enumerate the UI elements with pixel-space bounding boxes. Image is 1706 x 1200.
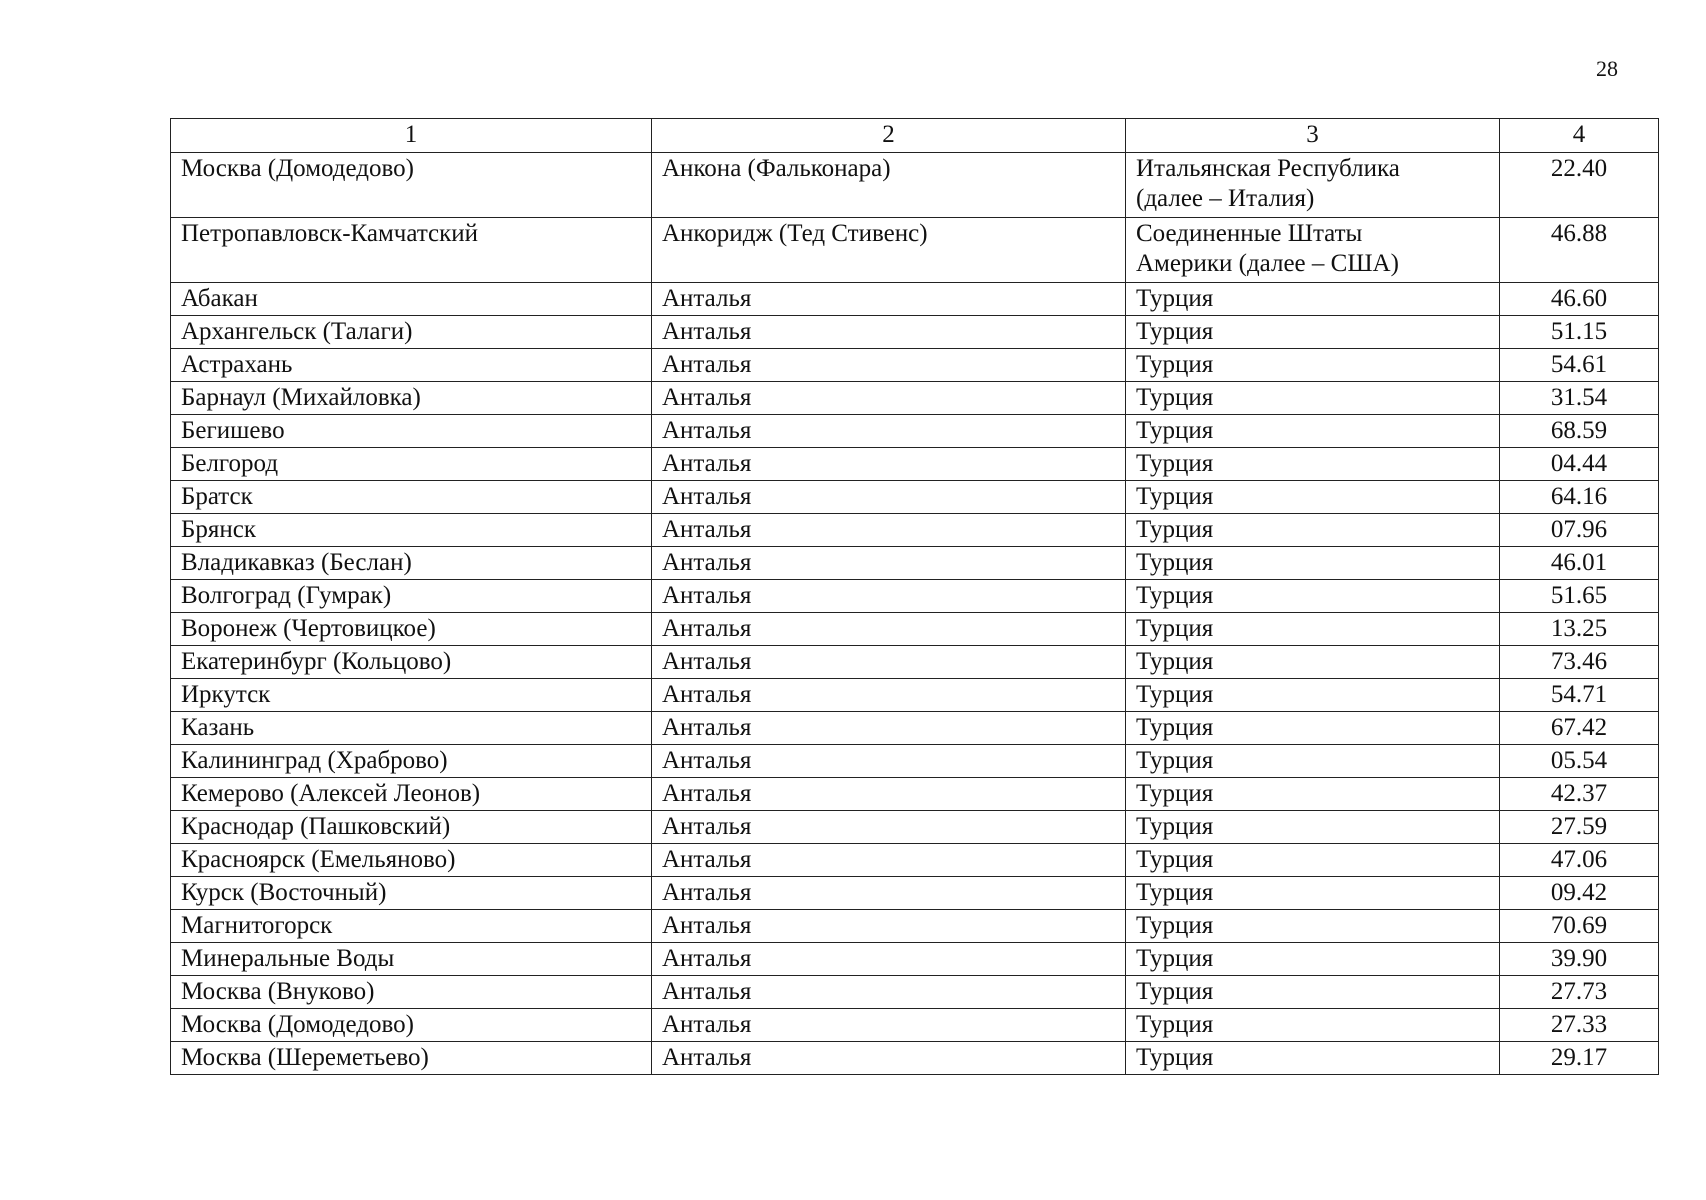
departure-cell: Брянск bbox=[171, 514, 652, 547]
destination-cell: Анталья bbox=[652, 349, 1126, 382]
country-line: Турция bbox=[1136, 912, 1214, 939]
country-line: Турция bbox=[1136, 483, 1214, 510]
destination-cell: Анталья bbox=[652, 646, 1126, 679]
country-cell bbox=[1126, 415, 1500, 448]
value-cell: 46.60 bbox=[1500, 283, 1659, 316]
column-header-3: 3 bbox=[1126, 119, 1500, 153]
country-line: Турция bbox=[1136, 879, 1214, 906]
value-cell: 70.69 bbox=[1500, 910, 1659, 943]
value-cell: 13.25 bbox=[1500, 613, 1659, 646]
country-line: Турция bbox=[1136, 516, 1214, 543]
country-cell bbox=[1126, 1009, 1500, 1042]
departure-cell: Минеральные Воды bbox=[171, 943, 652, 976]
value-cell: 05.54 bbox=[1500, 745, 1659, 778]
country-cell bbox=[1126, 712, 1500, 745]
country-line: Турция bbox=[1136, 285, 1214, 312]
destination-cell: Анталья bbox=[652, 382, 1126, 415]
value-cell: 31.54 bbox=[1500, 382, 1659, 415]
table-row bbox=[171, 778, 1659, 811]
destination-cell: Анталья bbox=[652, 943, 1126, 976]
country-line: Турция bbox=[1136, 1011, 1214, 1038]
departure-cell: Москва (Внуково) bbox=[171, 976, 652, 1009]
table-row bbox=[171, 283, 1659, 316]
country-line: Турция bbox=[1136, 549, 1214, 576]
country-cell bbox=[1126, 646, 1500, 679]
table-row bbox=[171, 877, 1659, 910]
destination-cell: Анталья bbox=[652, 580, 1126, 613]
country-line: Турция bbox=[1136, 615, 1214, 642]
destination-cell: Анталья bbox=[652, 679, 1126, 712]
country-cell bbox=[1126, 1042, 1500, 1075]
departure-cell: Белгород bbox=[171, 448, 652, 481]
country-cell bbox=[1126, 976, 1500, 1009]
value-cell: 27.73 bbox=[1500, 976, 1659, 1009]
table-row bbox=[171, 448, 1659, 481]
country-cell bbox=[1126, 745, 1500, 778]
departure-cell: Москва (Домодедово) bbox=[171, 1009, 652, 1042]
value-cell: 64.16 bbox=[1500, 481, 1659, 514]
departure-cell: Красноярск (Емельяново) bbox=[171, 844, 652, 877]
value-cell: 68.59 bbox=[1500, 415, 1659, 448]
country-line: Турция bbox=[1136, 681, 1214, 708]
table-header-row bbox=[171, 119, 1659, 153]
departure-cell: Магнитогорск bbox=[171, 910, 652, 943]
country-cell bbox=[1126, 943, 1500, 976]
country-line: Турция bbox=[1136, 846, 1214, 873]
table-row bbox=[171, 349, 1659, 382]
destination-cell: Анталья bbox=[652, 844, 1126, 877]
value-cell: 54.61 bbox=[1500, 349, 1659, 382]
country-line: Турция bbox=[1136, 648, 1214, 675]
table-row bbox=[171, 415, 1659, 448]
departure-cell: Архангельск (Талаги) bbox=[171, 316, 652, 349]
destination-cell: Анталья bbox=[652, 415, 1126, 448]
departure-cell: Кемерово (Алексей Леонов) bbox=[171, 778, 652, 811]
table-row bbox=[171, 811, 1659, 844]
table-row bbox=[171, 1042, 1659, 1075]
departure-cell: Астрахань bbox=[171, 349, 652, 382]
table-row bbox=[171, 580, 1659, 613]
country-line: Турция bbox=[1136, 714, 1214, 741]
value-cell: 29.17 bbox=[1500, 1042, 1659, 1075]
value-cell: 67.42 bbox=[1500, 712, 1659, 745]
country-line: (далее – Италия) bbox=[1136, 185, 1315, 212]
departure-cell: Москва (Шереметьево) bbox=[171, 1042, 652, 1075]
departure-cell: Краснодар (Пашковский) bbox=[171, 811, 652, 844]
table-row bbox=[171, 1009, 1659, 1042]
routes-table bbox=[170, 118, 1659, 1075]
value-cell: 39.90 bbox=[1500, 943, 1659, 976]
destination-cell: Анталья bbox=[652, 514, 1126, 547]
departure-cell: Петропавловск-Камчатский bbox=[171, 218, 652, 283]
country-line: Турция bbox=[1136, 780, 1214, 807]
country-cell bbox=[1126, 811, 1500, 844]
value-cell: 27.59 bbox=[1500, 811, 1659, 844]
country-cell bbox=[1126, 283, 1500, 316]
table-row bbox=[171, 547, 1659, 580]
country-cell bbox=[1126, 547, 1500, 580]
country-line: Турция bbox=[1136, 978, 1214, 1005]
table-row bbox=[171, 679, 1659, 712]
country-line: Турция bbox=[1136, 351, 1214, 378]
country-cell bbox=[1126, 580, 1500, 613]
destination-cell: Анталья bbox=[652, 976, 1126, 1009]
value-cell: 42.37 bbox=[1500, 778, 1659, 811]
table-row bbox=[171, 745, 1659, 778]
table-row bbox=[171, 382, 1659, 415]
country-line: Америки (далее – США) bbox=[1136, 250, 1399, 277]
destination-cell: Анталья bbox=[652, 448, 1126, 481]
country-cell bbox=[1126, 844, 1500, 877]
country-cell bbox=[1126, 316, 1500, 349]
country-line: Турция bbox=[1136, 318, 1214, 345]
departure-cell: Казань bbox=[171, 712, 652, 745]
table-body bbox=[171, 153, 1659, 1075]
destination-cell: Анталья bbox=[652, 283, 1126, 316]
value-cell: 51.15 bbox=[1500, 316, 1659, 349]
country-cell bbox=[1126, 613, 1500, 646]
table-row bbox=[171, 481, 1659, 514]
table-row bbox=[171, 514, 1659, 547]
country-cell bbox=[1126, 448, 1500, 481]
country-cell bbox=[1126, 679, 1500, 712]
destination-cell: Анталья bbox=[652, 1009, 1126, 1042]
departure-cell: Абакан bbox=[171, 283, 652, 316]
country-line: Турция bbox=[1136, 945, 1214, 972]
table-row bbox=[171, 153, 1659, 218]
country-cell bbox=[1126, 481, 1500, 514]
value-cell: 22.40 bbox=[1500, 153, 1659, 218]
table-row bbox=[171, 218, 1659, 283]
table-row bbox=[171, 316, 1659, 349]
departure-cell: Иркутск bbox=[171, 679, 652, 712]
table-row bbox=[171, 976, 1659, 1009]
value-cell: 46.01 bbox=[1500, 547, 1659, 580]
departure-cell: Братск bbox=[171, 481, 652, 514]
country-cell bbox=[1126, 778, 1500, 811]
value-cell: 04.44 bbox=[1500, 448, 1659, 481]
value-cell: 51.65 bbox=[1500, 580, 1659, 613]
column-header-2: 2 bbox=[652, 119, 1126, 153]
country-cell bbox=[1126, 382, 1500, 415]
country-line: Турция bbox=[1136, 450, 1214, 477]
destination-cell: Анталья bbox=[652, 910, 1126, 943]
destination-cell: Анталья bbox=[652, 811, 1126, 844]
departure-cell: Курск (Восточный) bbox=[171, 877, 652, 910]
value-cell: 54.71 bbox=[1500, 679, 1659, 712]
departure-cell: Барнаул (Михайловка) bbox=[171, 382, 652, 415]
departure-cell: Волгоград (Гумрак) bbox=[171, 580, 652, 613]
departure-cell: Калининград (Храброво) bbox=[171, 745, 652, 778]
country-cell bbox=[1126, 877, 1500, 910]
destination-cell: Анталья bbox=[652, 778, 1126, 811]
value-cell: 09.42 bbox=[1500, 877, 1659, 910]
country-line: Турция bbox=[1136, 582, 1214, 609]
table-row bbox=[171, 712, 1659, 745]
departure-cell: Бегишево bbox=[171, 415, 652, 448]
destination-cell: Анталья bbox=[652, 316, 1126, 349]
value-cell: 07.96 bbox=[1500, 514, 1659, 547]
destination-cell: Анталья bbox=[652, 877, 1126, 910]
country-line: Соединенные Штаты bbox=[1136, 220, 1363, 247]
value-cell: 27.33 bbox=[1500, 1009, 1659, 1042]
table-row bbox=[171, 844, 1659, 877]
value-cell: 73.46 bbox=[1500, 646, 1659, 679]
departure-cell: Москва (Домодедово) bbox=[171, 153, 652, 218]
country-cell bbox=[1126, 153, 1500, 218]
country-line: Турция bbox=[1136, 1044, 1214, 1071]
country-line: Турция bbox=[1136, 417, 1214, 444]
destination-cell: Анталья bbox=[652, 712, 1126, 745]
departure-cell: Воронеж (Чертовицкое) bbox=[171, 613, 652, 646]
table-row bbox=[171, 910, 1659, 943]
destination-cell: Анталья bbox=[652, 745, 1126, 778]
table-row bbox=[171, 943, 1659, 976]
country-cell bbox=[1126, 218, 1500, 283]
destination-cell: Анталья bbox=[652, 547, 1126, 580]
destination-cell: Анталья bbox=[652, 1042, 1126, 1075]
table-row bbox=[171, 646, 1659, 679]
destination-cell: Анкоридж (Тед Стивенс) bbox=[652, 218, 1126, 283]
value-cell: 46.88 bbox=[1500, 218, 1659, 283]
departure-cell: Екатеринбург (Кольцово) bbox=[171, 646, 652, 679]
country-line: Турция bbox=[1136, 747, 1214, 774]
country-line: Турция bbox=[1136, 384, 1214, 411]
country-line: Итальянская Республика bbox=[1136, 155, 1400, 182]
destination-cell: Анкона (Фальконара) bbox=[652, 153, 1126, 218]
page-number: 28 bbox=[1596, 56, 1618, 81]
table-row bbox=[171, 613, 1659, 646]
column-header-1: 1 bbox=[171, 119, 652, 153]
departure-cell: Владикавказ (Беслан) bbox=[171, 547, 652, 580]
country-cell bbox=[1126, 910, 1500, 943]
value-cell: 47.06 bbox=[1500, 844, 1659, 877]
country-line: Турция bbox=[1136, 813, 1214, 840]
country-cell bbox=[1126, 349, 1500, 382]
destination-cell: Анталья bbox=[652, 613, 1126, 646]
country-cell bbox=[1126, 514, 1500, 547]
column-header-4: 4 bbox=[1500, 119, 1659, 153]
destination-cell: Анталья bbox=[652, 481, 1126, 514]
